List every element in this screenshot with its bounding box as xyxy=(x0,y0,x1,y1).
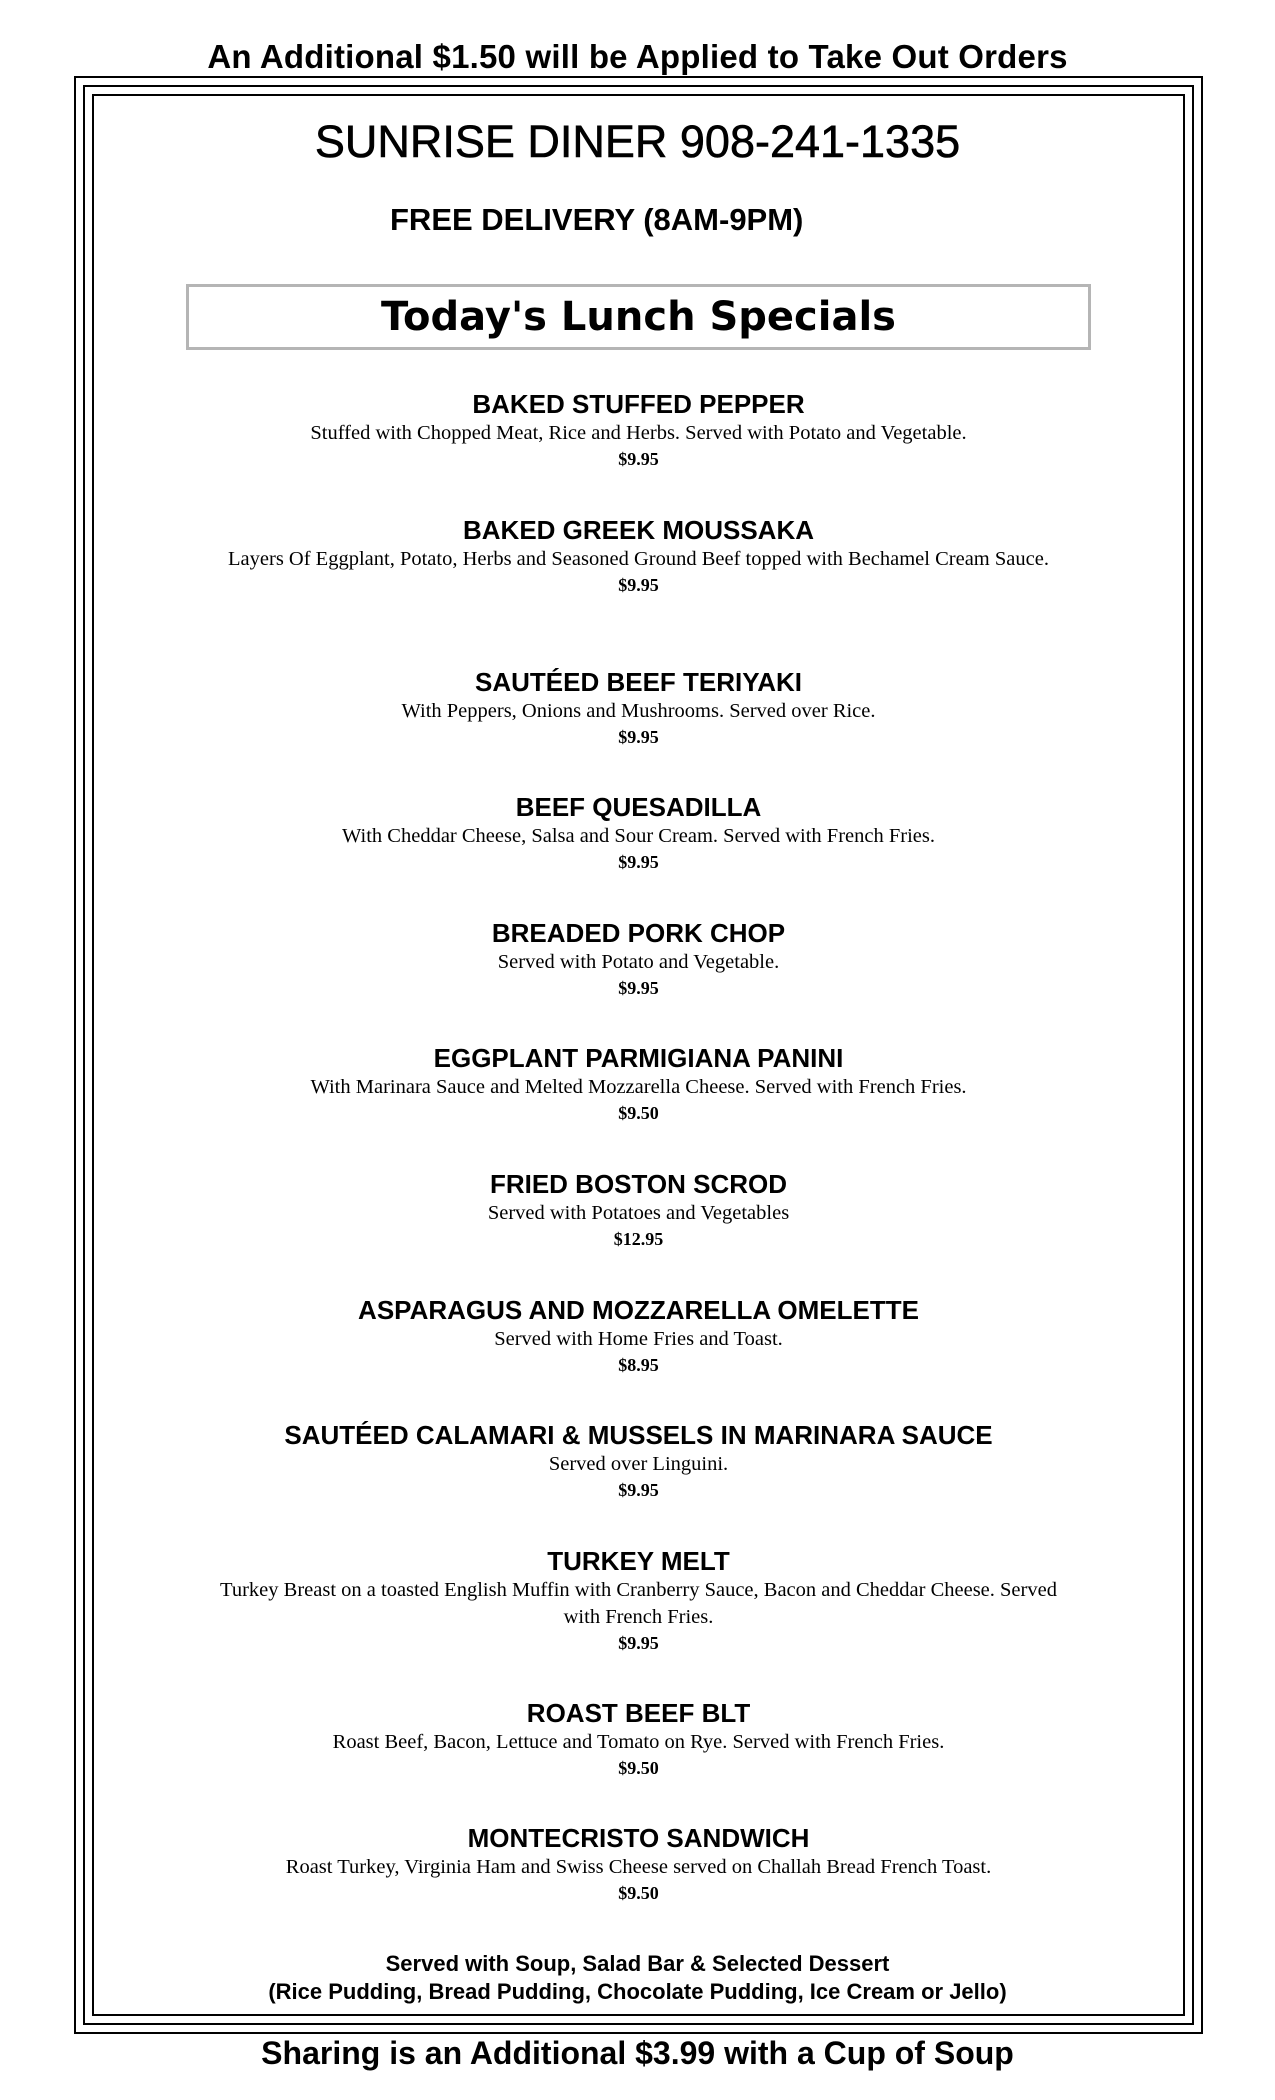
item-name: TURKEY MELT xyxy=(547,1545,730,1576)
served-with-line: Served with Soup, Salad Bar & Selected Dessert xyxy=(385,1951,890,1976)
item-price: $9.95 xyxy=(618,1632,659,1653)
item-name: BAKED STUFFED PEPPER xyxy=(472,389,805,419)
menu-item xyxy=(186,388,1091,514)
item-name: BEEF QUESADILLA xyxy=(515,792,762,823)
item-description: Layers Of Eggplant, Potato, Herbs and Seasoned Ground Beef topped with Bechamel Cream Sauce. xyxy=(228,547,1049,570)
sharing-note: Sharing is an Additional $3.99 with a Cup of Soup xyxy=(261,2035,1014,2071)
menu-item xyxy=(186,1419,1091,1545)
diner-title: SUNRISE DINER 908-241-1335 xyxy=(314,116,961,167)
section-title: Today's Lunch Specials xyxy=(186,284,1091,350)
dessert-options-line: (Rice Pudding, Bread Pudding, Chocolate Pudding, Ice Cream or Jello) xyxy=(268,1979,1007,2004)
menu-item xyxy=(186,1822,1091,1948)
served-with-note xyxy=(0,1950,1275,2006)
menu-item xyxy=(186,514,1091,666)
item-description: Roast Beef, Bacon, Lettuce and Tomato on Rye. Served with French Fries. xyxy=(332,1730,945,1753)
item-name: SAUTÉED BEEF TERIYAKI xyxy=(475,666,802,697)
item-description: Served with Potato and Vegetable. xyxy=(497,950,780,973)
menu-item xyxy=(186,1042,1091,1168)
menu-item xyxy=(186,791,1091,917)
item-name: ROAST BEEF BLT xyxy=(526,1697,751,1728)
item-price: $9.95 xyxy=(618,726,659,747)
menu-item xyxy=(186,1697,1091,1823)
item-price: $9.50 xyxy=(618,1883,659,1904)
item-name: BAKED GREEK MOUSSAKA xyxy=(462,514,815,545)
item-description: With Marinara Sauce and Melted Mozzarella Cheese. Served with French Fries. xyxy=(310,1076,967,1099)
takeout-note: An Additional $1.50 will be Applied to Take Out Orders xyxy=(207,38,1068,75)
item-price: $9.95 xyxy=(618,852,659,873)
item-description: Served with Potatoes and Vegetables xyxy=(487,1201,790,1224)
item-description: Turkey Breast on a toasted English Muffin with Cranberry Sauce, Bacon and Cheddar Cheese. Served with French Fries. xyxy=(220,1578,1057,1628)
delivery-note: FREE DELIVERY (8AM-9PM) xyxy=(390,202,804,237)
item-price: $12.95 xyxy=(613,1228,664,1249)
item-price: $9.95 xyxy=(618,977,659,998)
item-name: FRIED BOSTON SCROD xyxy=(489,1168,788,1199)
item-description: With Cheddar Cheese, Salsa and Sour Cream. Served with French Fries. xyxy=(342,825,935,848)
item-price: $9.95 xyxy=(618,1480,659,1501)
menu-item xyxy=(186,917,1091,1043)
item-description: With Peppers, Onions and Mushrooms. Served over Rice. xyxy=(401,699,876,722)
menu-item xyxy=(186,666,1091,792)
item-price: $8.95 xyxy=(618,1354,659,1375)
item-price: $9.95 xyxy=(618,574,659,595)
menu-item xyxy=(186,1294,1091,1420)
item-name: BREADED PORK CHOP xyxy=(491,917,786,948)
item-price: $9.95 xyxy=(618,449,659,469)
item-price: $9.50 xyxy=(618,1103,659,1124)
item-name: MONTECRISTO SANDWICH xyxy=(467,1823,810,1854)
item-name: SAUTÉED CALAMARI & MUSSELS IN MARINARA SAUCE xyxy=(284,1420,993,1451)
item-name: EGGPLANT PARMIGIANA PANINI xyxy=(433,1043,844,1074)
menu-item xyxy=(186,1168,1091,1294)
item-description: Roast Turkey, Virginia Ham and Swiss Cheese served on Challah Bread French Toast. xyxy=(285,1856,992,1879)
item-price: $9.50 xyxy=(618,1757,659,1778)
item-description: Stuffed with Chopped Meat, Rice and Herbs. Served with Potato and Vegetable. xyxy=(310,422,967,444)
item-description: Served over Linguini. xyxy=(548,1453,729,1476)
menu-list xyxy=(186,388,1091,1948)
menu-item xyxy=(186,1545,1091,1697)
item-description: Served with Home Fries and Toast. xyxy=(494,1327,783,1350)
item-name: ASPARAGUS AND MOZZARELLA OMELETTE xyxy=(358,1294,919,1325)
